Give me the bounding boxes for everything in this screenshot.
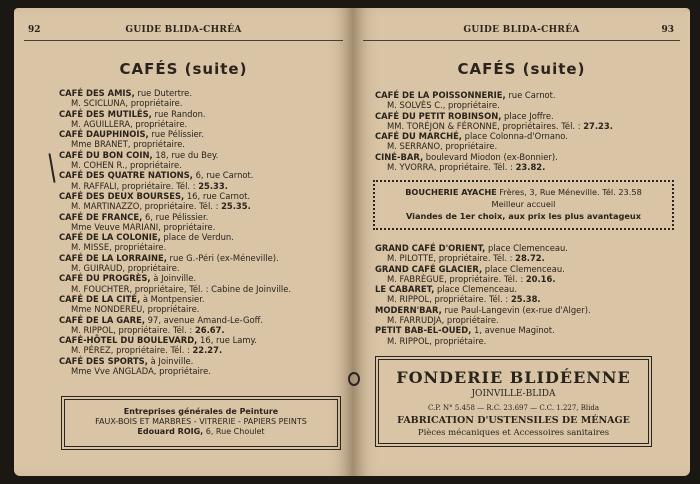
cafe-entry [59, 191, 341, 212]
entry-line [59, 325, 341, 335]
cafe-name: GRAND CAFÉ GLACIER, [375, 263, 483, 274]
cafe-phone: 26.67. [194, 324, 225, 335]
cafe-phone: 23.82. [515, 162, 546, 173]
cafe-name: CAFÉ DE LA POISSONNERIE, [375, 90, 506, 100]
ad-address: 6, Rue Choulet [203, 427, 265, 436]
entry-line [375, 305, 678, 315]
cafe-owner: M. SERRANO, propriétaire. [387, 141, 498, 152]
cafe-owner: M. COHEN R., propriétaire. [71, 160, 182, 171]
entry-line [59, 181, 341, 191]
cafe-list [59, 88, 341, 376]
cafe-address: place Clemenceau. [485, 243, 568, 253]
cafe-address: place Clemenceau. [434, 284, 518, 295]
cafe-owner: Mme BRANET, propriétaire. [71, 139, 185, 150]
left-page-header [24, 22, 343, 41]
cafe-owner: M. RIPPOL, propriétaire. Tél. : [387, 294, 509, 305]
entry-line [59, 345, 341, 355]
ad-name: Edouard ROIG, [137, 427, 204, 436]
entry-line [59, 273, 341, 283]
cafe-address: rue Carnot. [505, 90, 556, 100]
cafe-name: MODERN'BAR, [375, 304, 442, 315]
cafe-address: à Montpensier. [140, 293, 205, 304]
cafe-entry [375, 264, 678, 285]
cafe-phone: 25.35. [221, 201, 251, 212]
cafe-entry [59, 129, 341, 150]
cafe-name: CAFÉ-HÔTEL DU BOULEVARD, [59, 335, 198, 346]
cafe-entry [375, 325, 678, 346]
ad-boucherie [373, 180, 674, 230]
cafe-name: CAFÉ DE LA LORRAINE, [59, 252, 167, 263]
entry-line [375, 131, 678, 141]
cafe-owner: M. RAFFALI, propriétaire. Tél. : [71, 180, 196, 191]
cafe-phone: 28.72. [515, 253, 545, 264]
cafe-phone: 20.16. [525, 273, 556, 284]
left-page [14, 8, 353, 476]
cafe-address: à Joinville. [150, 273, 197, 284]
cafe-entry [375, 152, 678, 173]
cafe-entry [59, 335, 341, 356]
cafe-address: 16, rue Carnot. [184, 190, 251, 201]
cafe-owner: M. FARRUDJA, propriétaire. [387, 315, 499, 326]
entry-line [59, 160, 341, 170]
cafe-address: place Clemenceau. [482, 263, 565, 274]
cafe-name: CAFÉ DES QUATRE NATIONS, [59, 170, 193, 181]
entry-line [375, 315, 678, 325]
ad-line: Pièces mécaniques et Accessoires sanitaires [417, 428, 610, 438]
cafe-address: boulevard Miodon (ex-Bonnier). [423, 151, 558, 162]
entry-line [59, 366, 341, 376]
cafe-name: GRAND CAFÉ D'ORIENT, [375, 243, 486, 253]
cafe-address: 6, rue Carnot. [192, 170, 254, 181]
entry-line [59, 88, 341, 98]
ad-line: Entreprises générales de Peinture [123, 407, 279, 416]
cafe-phone: 27.23. [583, 120, 613, 131]
page-number: 92 [28, 25, 41, 35]
cafe-name: LE CABARET, [375, 284, 435, 295]
cafe-address: 16, rue Lamy. [197, 335, 257, 346]
cafe-owner: M. RIPPOL, propriétaire. Tél. : [71, 324, 193, 335]
cafe-entry [375, 243, 678, 264]
cafe-owner: M. PÉREZ, propriétaire. Tél. : [71, 345, 190, 356]
entry-line [59, 356, 341, 366]
cafe-owner: M. PILOTTE, propriétaire. Tél. : [387, 253, 513, 264]
ad-city: JOINVILLE-BLIDA [471, 389, 556, 399]
cafe-name: CAFÉ DE LA CITÉ, [59, 293, 141, 304]
ad-line [375, 186, 672, 198]
right-page [353, 8, 690, 476]
cafe-name: CAFÉ DE FRANCE, [59, 211, 143, 222]
cafe-name: CAFÉ DU PETIT ROBINSON, [375, 110, 502, 121]
cafe-address: 1, avenue Maginot. [471, 325, 555, 336]
cafe-entry [375, 90, 678, 111]
cafe-address: rue Randon. [151, 108, 206, 119]
cafe-address: 18, rue du Bey. [152, 149, 219, 160]
ad-name: BOUCHERIE AYACHE [405, 187, 497, 197]
cafe-address: rue G.-Péri (ex-Méneville). [166, 252, 279, 263]
cafe-entry [375, 131, 678, 152]
entry-line [59, 98, 341, 108]
cafe-owner: M. RIPPOL, propriétaire. [387, 335, 487, 346]
entry-line [375, 141, 678, 151]
entry-line [375, 274, 678, 284]
ink-mark [48, 153, 55, 183]
cafe-name: CAFÉ DAUPHINOIS, [59, 129, 149, 140]
cafe-entry [59, 170, 341, 191]
entry-line [375, 111, 678, 121]
entry-line [59, 284, 341, 294]
entry-line [375, 264, 678, 274]
cafe-address: 97, avenue Amand-Le-Goff. [145, 314, 264, 325]
entry-line [59, 232, 341, 242]
cafe-list [375, 243, 678, 346]
cafe-list [375, 90, 678, 172]
cafe-entry [59, 88, 341, 109]
cafe-owner: M. MISSE, propriétaire. [71, 242, 167, 253]
entry-line [59, 315, 341, 325]
section-title: CAFÉS (suite) [119, 60, 248, 78]
cafe-owner: M. FABRÈGUE, propriétaire. Tél. : [387, 273, 524, 284]
cafe-entry [59, 232, 341, 253]
ad-line: Viandes de 1er choix, aux prix les plus avantageux [405, 211, 642, 221]
cafe-address: rue Pélissier. [148, 129, 205, 140]
cafe-owner: Mme Vve ANGLADA, propriétaire. [71, 366, 211, 377]
entry-line [375, 162, 678, 172]
cafe-phone: 22.27. [192, 345, 223, 356]
cafe-name: CAFÉ DES AMIS, [59, 88, 135, 98]
cafe-entry [59, 356, 341, 377]
entry-line [59, 109, 341, 119]
entry-line [375, 152, 678, 162]
cafe-name: CINÉ-BAR, [375, 151, 424, 162]
entry-line [59, 242, 341, 252]
cafe-phone: 25.38. [510, 294, 541, 305]
ad-line: FABRICATION D'USTENSILES DE MÉNAGE [397, 415, 630, 426]
entry-line [375, 336, 678, 346]
entry-line [59, 129, 341, 139]
cafe-owner: M. GUIRAUD, propriétaire. [71, 263, 180, 274]
cafe-owner: M. FOUCHTER, propriétaire, Tél. : Cabine de Joinville. [71, 283, 292, 294]
entry-line [375, 243, 678, 253]
cafe-entry [375, 111, 678, 132]
cafe-address: place Colonna-d'Ornano. [461, 131, 568, 142]
entry-line [59, 263, 341, 273]
cafe-name: CAFÉ DES MUTILÉS, [59, 108, 152, 119]
cafe-name: CAFÉ DES DEUX BOURSES, [59, 190, 185, 201]
entry-line [59, 335, 341, 345]
ad-registration: C.P. N° 5.458 — R.C. 23.697 — C.C. 1.227, Blida [427, 404, 600, 412]
cafe-owner: M. SCICLUNA, propriétaire. [71, 98, 183, 109]
entry-line [59, 212, 341, 222]
cafe-name: CAFÉ DU BON COIN, [59, 149, 153, 160]
ad-line: Meilleur accueil [491, 199, 556, 209]
cafe-owner: M. YVORRA, propriétaire. Tél. : [387, 162, 513, 173]
cafe-entry [59, 109, 341, 130]
right-page-header [363, 22, 680, 41]
cafe-address: place Joffre. [501, 110, 554, 121]
cafe-entry [59, 294, 341, 315]
ad-peinture [61, 396, 341, 450]
cafe-entry [59, 273, 341, 294]
cafe-phone: 25.33. [198, 180, 228, 191]
ink-mark [348, 372, 360, 386]
entry-line [59, 201, 341, 211]
cafe-address: à Joinville. [147, 355, 194, 366]
cafe-address: rue Paul-Langevin (ex-rue d'Alger). [441, 304, 591, 315]
cafe-owner: Mme NONDEREU, propriétaire. [71, 304, 200, 315]
ad-address: Frères, 3, Rue Méneville. Tél. 23.58 [496, 187, 642, 197]
cafe-owner: M. SOLVÈS C., propriétaire. [387, 100, 500, 111]
running-head: GUIDE BLIDA-CHRÉA [125, 25, 242, 35]
cafe-entry [375, 305, 678, 326]
cafe-owner: M. MARTINAZZO, propriétaire. Tél. : [71, 201, 219, 212]
entry-line [375, 100, 678, 110]
cafe-name: CAFÉ DE LA COLONIE, [59, 232, 161, 243]
ad-line: FAUX-BOIS ET MARBRES - VITRERIE - PAPIERS PEINTS [95, 417, 307, 426]
ad-fonderie [375, 356, 652, 447]
entry-line [375, 90, 678, 100]
cafe-entry [375, 284, 678, 305]
running-head: GUIDE BLIDA-CHRÉA [463, 25, 580, 35]
entry-line [59, 119, 341, 129]
ad-title: FONDERIE BLIDÉENNE [396, 368, 631, 387]
entry-line [59, 170, 341, 180]
cafe-address: place de Verdun. [160, 232, 234, 243]
cafe-entry [59, 253, 341, 274]
cafe-name: CAFÉ DES SPORTS, [59, 355, 148, 366]
entry-line [375, 284, 678, 294]
page-number: 93 [661, 25, 674, 35]
cafe-name: CAFÉ DU PROGRÈS, [59, 273, 151, 284]
cafe-owner: M. AGUILLERA, propriétaire. [71, 118, 188, 129]
cafe-name: PETIT BAB-EL-OUED, [375, 325, 472, 336]
ad-line [65, 427, 337, 437]
entry-line [59, 191, 341, 201]
entry-line [59, 150, 341, 160]
entry-line [375, 325, 678, 335]
cafe-entry [59, 150, 341, 171]
entry-line [59, 139, 341, 149]
entry-line [375, 121, 678, 131]
cafe-name: CAFÉ DE LA GARE, [59, 314, 146, 325]
entry-line [375, 253, 678, 263]
entry-line [59, 304, 341, 314]
cafe-entry [59, 212, 341, 233]
cafe-address: 6, rue Pélissier. [142, 211, 209, 222]
section-title: CAFÉS (suite) [457, 60, 586, 78]
cafe-owner: MM. TORÉJON & FÉRONNE, propriétaires. Tél. : [387, 120, 581, 131]
entry-line [59, 253, 341, 263]
cafe-owner: Mme Veuve MARIANI, propriétaire. [71, 221, 216, 232]
cafe-name: CAFÉ DU MARCHÉ, [375, 131, 462, 142]
entry-line [59, 222, 341, 232]
entry-line [375, 294, 678, 304]
entry-line [59, 294, 341, 304]
cafe-entry [59, 315, 341, 336]
cafe-address: rue Dutertre. [134, 88, 192, 98]
